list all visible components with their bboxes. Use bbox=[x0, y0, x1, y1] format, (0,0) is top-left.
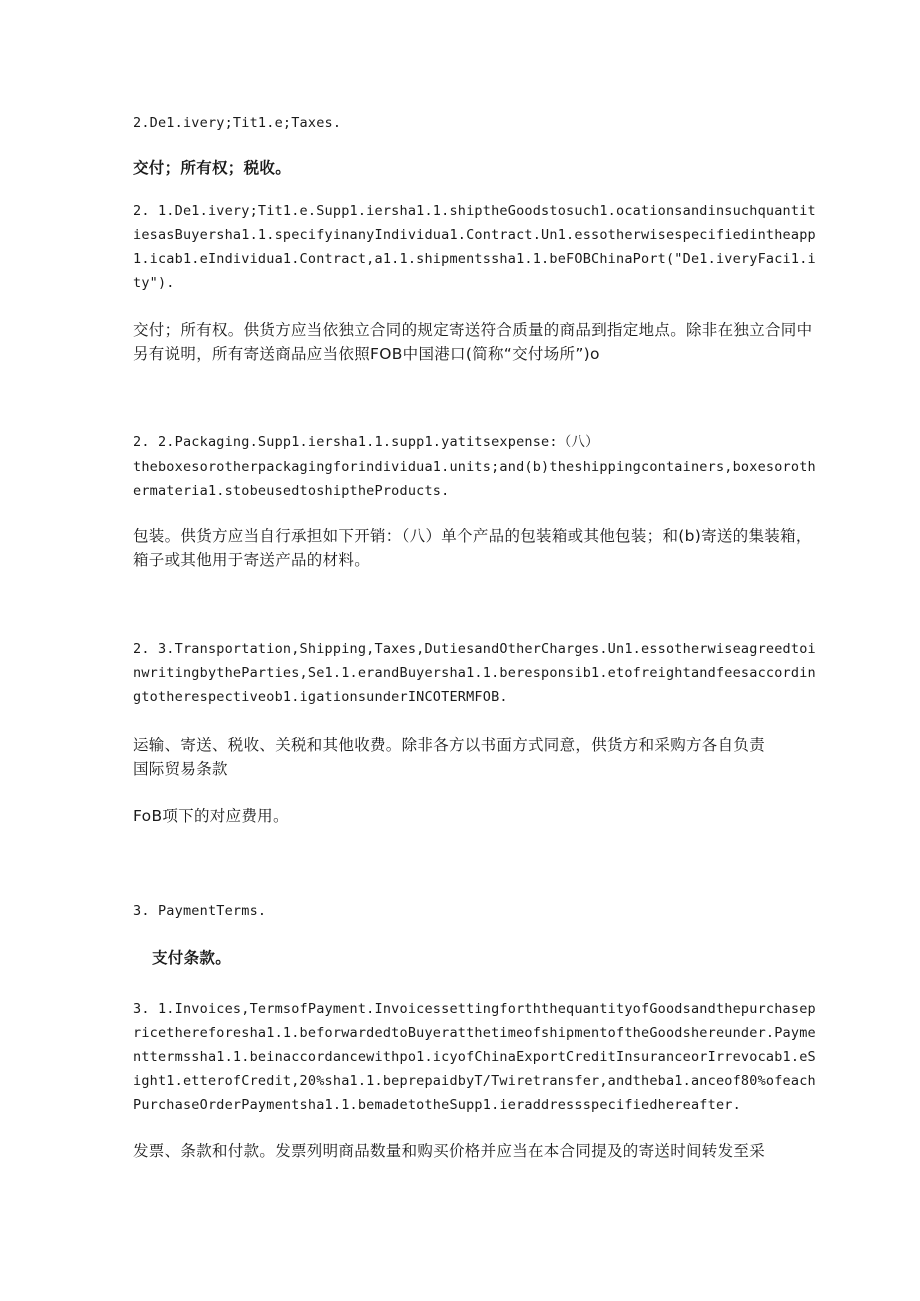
section-3-heading-cn: 支付条款。 bbox=[152, 949, 232, 967]
section-2-heading-cn: 交付；所有权；税收。 bbox=[133, 159, 292, 177]
clause-2-2-en-rest: theboxesorotherpackagingforindividua1.units;and(b)theshippingcontainers,boxesorothermateria1.stobeusedtoshiptheProducts. bbox=[133, 459, 816, 499]
clause-2-3-cn-line3: FoB项下的对应费用。 bbox=[133, 807, 289, 825]
section-3-heading-en: 3. PaymentTerms. bbox=[133, 903, 267, 919]
clause-3-1-cn: 发票、条款和付款。发票列明商品数量和购买价格并应当在本合同提及的寄送时间转发至采 bbox=[133, 1142, 766, 1160]
clause-2-3-cn-line2: 国际贸易条款 bbox=[133, 760, 228, 778]
clause-2-3-en: 2. 3.Transportation,Shipping,Taxes,DutiesandOtherCharges.Un1.essotherwiseagreedtoinwritingbytheParties,Se1.1.erandBuyersha1.1.beresponsib1.etofreightandfeesaccordingtotherespectiveob1.igationsunderINCOTERMFOB. bbox=[133, 641, 816, 705]
clause-2-1-cn: 交付；所有权。供货方应当依独立合同的规定寄送符合质量的商品到指定地点。除非在独立合同中另有说明，所有寄送商品应当依照FOB中国港口(简称“交付场所”)o bbox=[133, 321, 813, 363]
clause-2-3-cn-line1: 运输、寄送、税收、关税和其他收费。除非各方以书面方式同意，供货方和采购方各自负责 bbox=[133, 736, 766, 754]
section-2-heading-en: 2.De1.ivery;Tit1.e;Taxes. bbox=[133, 115, 342, 131]
clause-2-2-en-line1: 2. 2.Packaging.Supp1.iersha1.1.supp1.yatitsexpense:（八） bbox=[133, 434, 599, 450]
clause-2-1-en: 2. 1.De1.ivery;Tit1.e.Supp1.iersha1.1.shiptheGoodstosuch1.ocationsandinsuchquantitiesasBuyersha1.1.specifyinanyIndividua1.Contract.Un1.essotherwisespecifiedintheapp1.icab1.eIndividua1.Contract,a1.1.shipmentssha1.1.beFOBChinaPort("De1.iveryFaci1.ity"). bbox=[133, 203, 816, 291]
clause-3-1-en: 3. 1.Invoices,TermsofPayment.InvoicessettingforththequantityofGoodsandthepurchasepricethereforesha1.1.beforwardedtoBuyeratthetimeofshipmentoftheGoodshereunder.Paymenttermssha1.1.beinaccordancewithpo1.icyofChinaExportCreditInsuranceorIrrevocab1.eSight1.etterofCredit,20%sha1.1.beprepaidbyT/Twiretransfer,andtheba1.anceof80%ofeachPurchaseOrderPaymentsha1.1.bemadetotheSupp1.ieraddressspecifiedhereafter. bbox=[133, 1001, 816, 1113]
clause-2-2-cn: 包装。供货方应当自行承担如下开销：（八）单个产品的包装箱或其他包装；和(b)寄送的集装箱，箱子或其他用于寄送产品的材料。 bbox=[133, 527, 812, 569]
